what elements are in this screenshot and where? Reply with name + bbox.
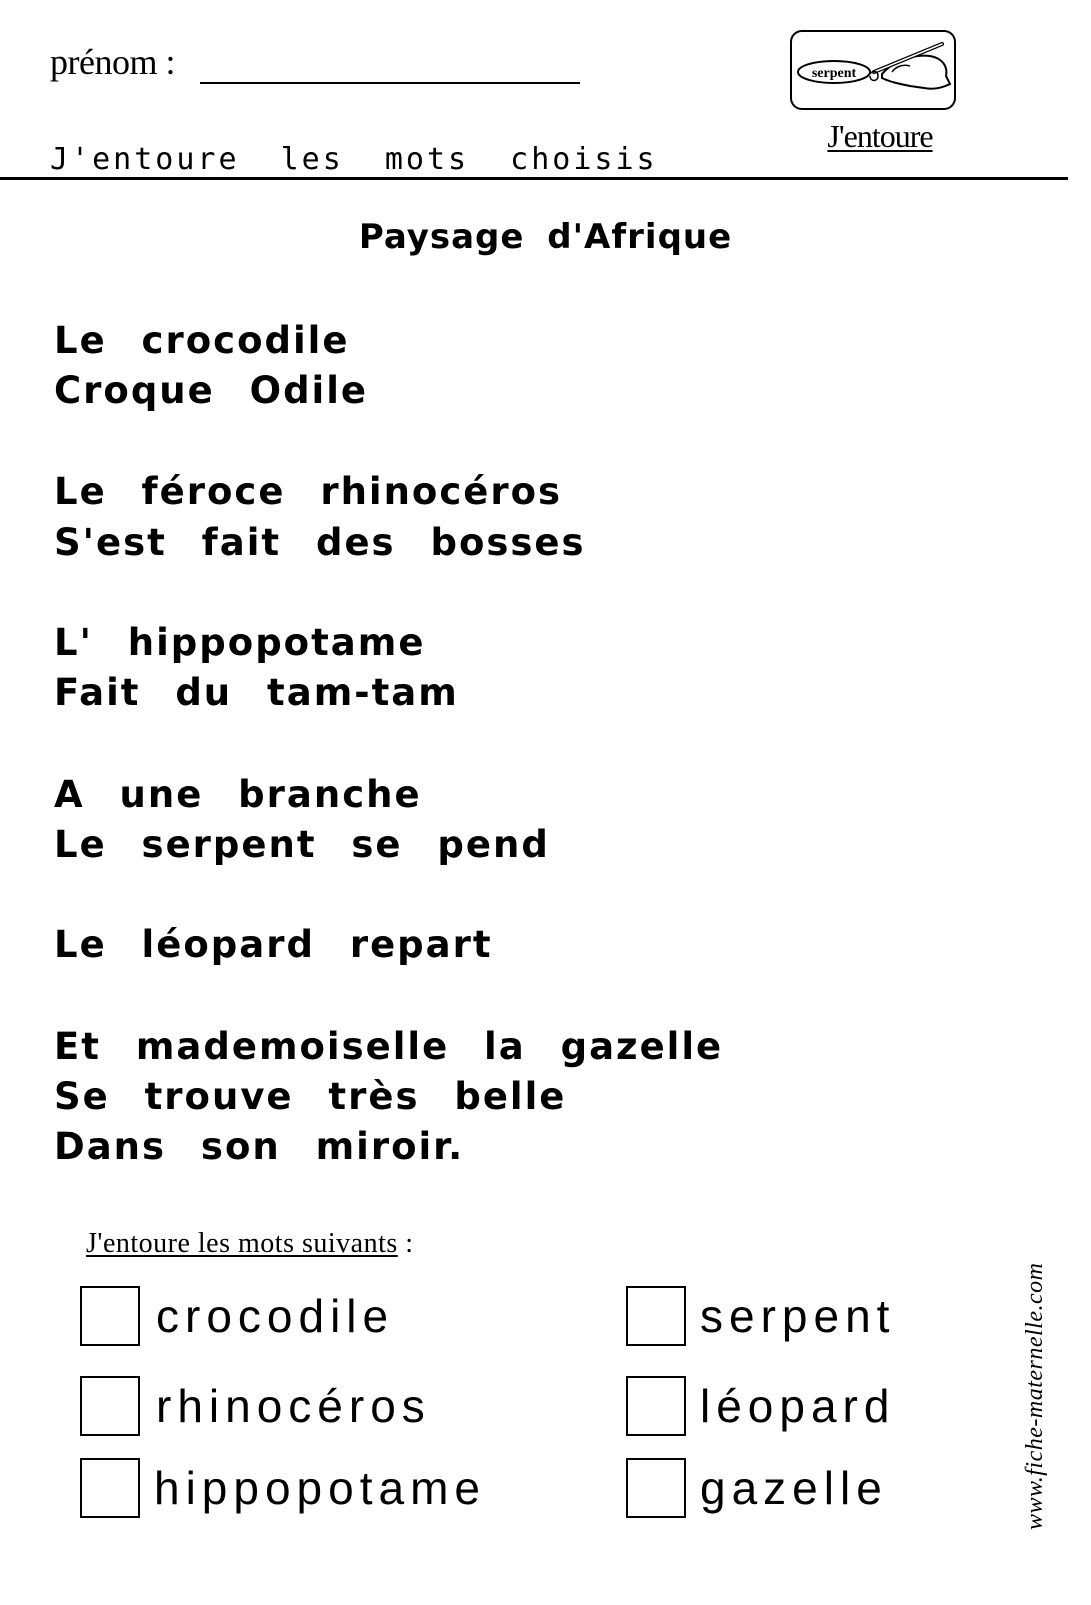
hand-pencil-icon	[792, 32, 958, 112]
exercise-label-text: J'entoure les mots suivants	[86, 1228, 398, 1259]
poem-line: Le léopard repart	[54, 923, 493, 966]
checkbox-leopard[interactable]	[626, 1376, 686, 1436]
poem-line: Le crocodile	[54, 319, 350, 362]
checkbox-hippopotame[interactable]	[80, 1458, 140, 1518]
word-crocodile: crocodile	[156, 1290, 395, 1342]
poem-line: A une branche	[54, 773, 422, 816]
logo-bubble-word: serpent	[811, 66, 857, 81]
poem-line: Dans son miroir.	[54, 1125, 465, 1168]
poem-line: Fait du tam-tam	[54, 671, 459, 714]
poem-line: Le féroce rhinocéros	[54, 470, 563, 513]
instruction-text: J'entoure les mots choisis	[50, 142, 658, 177]
exercise-label-suffix: :	[397, 1228, 414, 1259]
name-input-line[interactable]	[200, 82, 580, 84]
poem-line: Le serpent se pend	[54, 823, 550, 866]
circle-word-logo	[790, 30, 956, 110]
site-watermark: www.fiche-maternelle.com	[1022, 1262, 1048, 1530]
poem-line: Et mademoiselle la gazelle	[54, 1025, 724, 1068]
checkbox-rhinoceros[interactable]	[80, 1376, 140, 1436]
poem-line: Se trouve très belle	[54, 1075, 567, 1118]
logo-caption: J'entoure	[827, 118, 933, 154]
name-label: prénom :	[50, 42, 175, 82]
word-gazelle: gazelle	[700, 1462, 888, 1514]
word-leopard: léopard	[700, 1380, 896, 1432]
poem-line: L' hippopotame	[54, 621, 426, 664]
checkbox-crocodile[interactable]	[80, 1286, 140, 1346]
poem-title: Paysage d'Afrique	[358, 217, 733, 257]
poem-line: S'est fait des bosses	[54, 521, 586, 564]
poem-line: Croque Odile	[54, 369, 369, 412]
header-divider	[0, 177, 1068, 180]
word-serpent: serpent	[700, 1290, 896, 1342]
word-rhinoceros: rhinocéros	[156, 1380, 431, 1432]
checkbox-serpent[interactable]	[626, 1286, 686, 1346]
checkbox-gazelle[interactable]	[626, 1458, 686, 1518]
exercise-label	[86, 1226, 414, 1262]
word-hippopotame: hippopotame	[154, 1462, 486, 1514]
